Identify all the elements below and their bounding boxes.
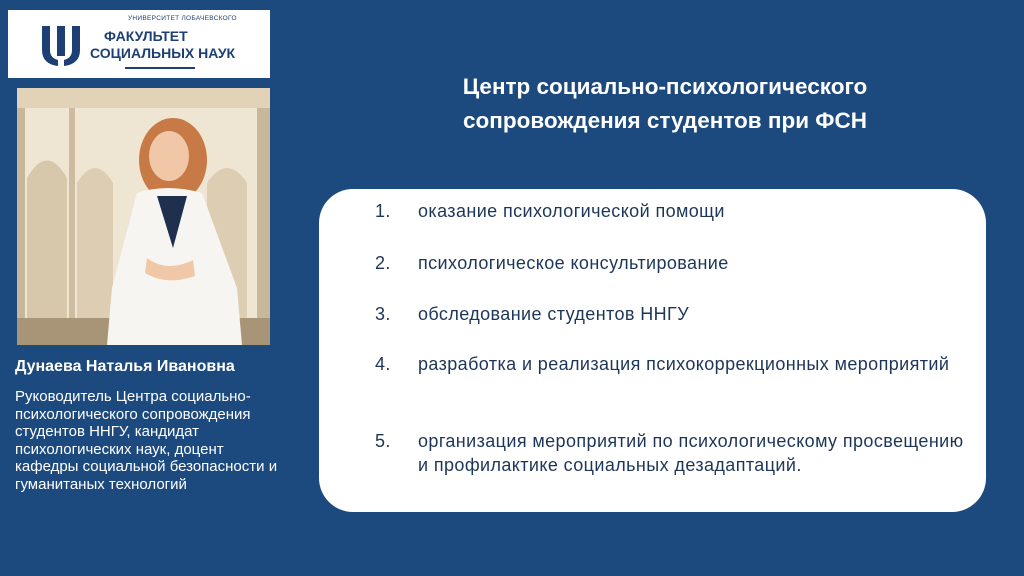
faculty-name-line1: ФАКУЛЬТЕТ bbox=[104, 28, 188, 44]
unn-logo-icon bbox=[38, 22, 84, 68]
title-line-2: сопровождения студентов при ФСН bbox=[463, 108, 867, 133]
list-item-text: разработка и реализация психокоррекционных мероприятий bbox=[418, 354, 950, 374]
person-name: Дунаева Наталья Ивановна bbox=[15, 358, 235, 375]
logo-underline bbox=[125, 67, 195, 69]
person-description: Руководитель Центра социально-психологического сопровождения студентов ННГУ, кандидат психологических наук, доцент кафедры социальной безопасности и гуманитаных технологий bbox=[15, 388, 278, 493]
university-name: УНИВЕРСИТЕТ ЛОБАЧЕВСКОГО bbox=[128, 15, 237, 22]
list-item-number: 1. bbox=[375, 201, 391, 221]
faculty-name-line2: СОЦИАЛЬНЫХ НАУК bbox=[90, 45, 236, 61]
list-item-text: психологическое консультирование bbox=[418, 253, 729, 273]
list-item-text: организация мероприятий по психологическому просвещению и профилактике социальных дезадаптаций. bbox=[418, 431, 964, 475]
list-item-text: обследование студентов ННГУ bbox=[418, 304, 690, 324]
list-item-number: 2. bbox=[375, 253, 391, 273]
page-title bbox=[330, 70, 1000, 138]
list-item-number: 3. bbox=[375, 304, 391, 324]
title-line-1: Центр социально-психологического bbox=[462, 74, 868, 99]
person-photo bbox=[17, 88, 270, 345]
list-item-text: оказание психологической помощи bbox=[418, 201, 725, 221]
list-item-number: 5. bbox=[375, 431, 391, 451]
list-item-number: 4. bbox=[375, 354, 391, 374]
faculty-logo bbox=[8, 10, 270, 78]
services-card bbox=[319, 189, 986, 512]
